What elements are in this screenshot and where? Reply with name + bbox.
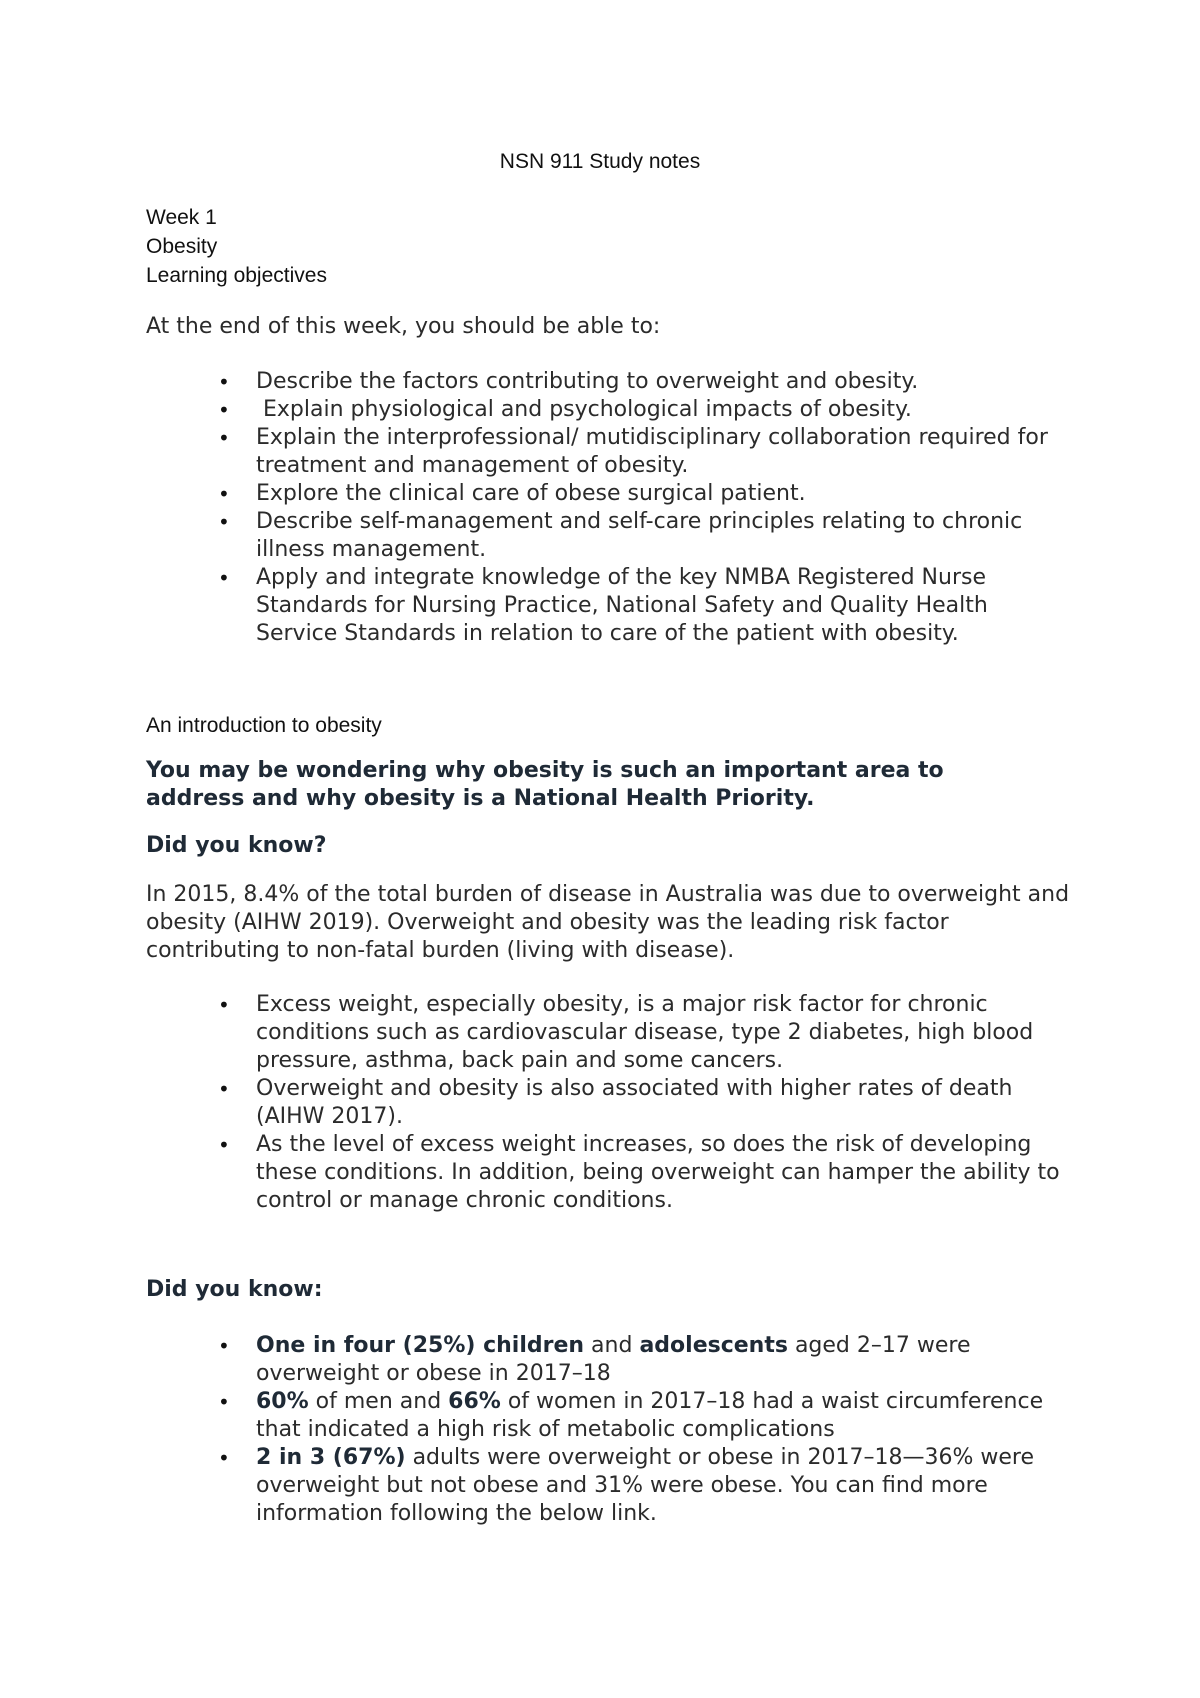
- list-item: • Explore the clinical care of obese surgical patient.: [218, 481, 806, 506]
- list-item: • One in four (25%) children and adolescents aged 2–17 were overweight or obese in 2017–18: [218, 1333, 971, 1386]
- lead-paragraph: You may be wondering why obesity is such an important area to address and why obesity is a National Health Priority.: [146, 758, 944, 811]
- bullet-icon: •: [218, 1446, 230, 1470]
- did-you-know-heading-2: Did you know:: [146, 1277, 323, 1302]
- bullet-icon: •: [218, 426, 230, 450]
- list-item: • Overweight and obesity is also associated with higher rates of death (AIHW 2017).: [218, 1076, 1013, 1129]
- list-item: • Describe self-management and self-care principles relating to chronic illness management.: [218, 509, 1023, 562]
- topic-label: Obesity: [146, 235, 218, 258]
- bullet-icon: •: [218, 993, 230, 1017]
- bullet-icon: •: [218, 398, 230, 422]
- did-you-know-heading: Did you know?: [146, 833, 327, 858]
- objectives-intro: At the end of this week, you should be able to:: [146, 314, 661, 339]
- bullet-icon: •: [218, 1334, 230, 1358]
- burden-paragraph: In 2015, 8.4% of the total burden of disease in Australia was due to overweight and obesity (AIHW 2019). Overweight and obesity was the leading risk factor contributing to non-fatal burden (living with disease).: [146, 882, 1070, 963]
- bullet-icon: •: [218, 510, 230, 534]
- bullet-icon: •: [218, 1133, 230, 1157]
- list-item: • Explain physiological and psychological impacts of obesity.: [218, 397, 912, 422]
- bullet-icon: •: [218, 1390, 230, 1414]
- list-item: • Apply and integrate knowledge of the key NMBA Registered Nurse Standards for Nursing Practice, National Safety and Quality Health Service Standards in relation to care of the patient with obesity.: [218, 565, 988, 646]
- bullet-icon: •: [218, 1077, 230, 1101]
- risk-list: [146, 991, 1076, 1215]
- section-heading-intro: An introduction to obesity: [146, 714, 382, 737]
- list-item: • As the level of excess weight increases, so does the risk of developing these conditions. In addition, being overweight can hamper the ability to control or manage chronic conditions.: [218, 1132, 1060, 1213]
- list-item: • Explain the interprofessional/ mutidisciplinary collaboration required for treatment and management of obesity.: [218, 425, 1048, 478]
- bullet-icon: •: [218, 370, 230, 394]
- header-block: [146, 203, 327, 290]
- week-label: Week 1: [146, 206, 217, 229]
- document-title: NSN 911 Study notes: [499, 150, 701, 173]
- objectives-list: [146, 368, 1076, 648]
- bullet-icon: •: [218, 482, 230, 506]
- list-item: • Excess weight, especially obesity, is a major risk factor for chronic conditions such as cardiovascular disease, type 2 diabetes, high blood pressure, asthma, back pain and some cancers.: [218, 992, 1034, 1073]
- objectives-heading: Learning objectives: [146, 264, 327, 287]
- list-item: • Describe the factors contributing to overweight and obesity.: [218, 369, 919, 394]
- list-item: • 60% of men and 66% of women in 2017–18 had a waist circumference that indicated a high risk of metabolic complications: [218, 1389, 1044, 1442]
- list-item: • 2 in 3 (67%) adults were overweight or obese in 2017–18—36% were overweight but not obese and 31% were obese. You can find more information following the below link.: [218, 1445, 1034, 1526]
- bullet-icon: •: [218, 566, 230, 590]
- stats-list: [146, 1332, 1076, 1528]
